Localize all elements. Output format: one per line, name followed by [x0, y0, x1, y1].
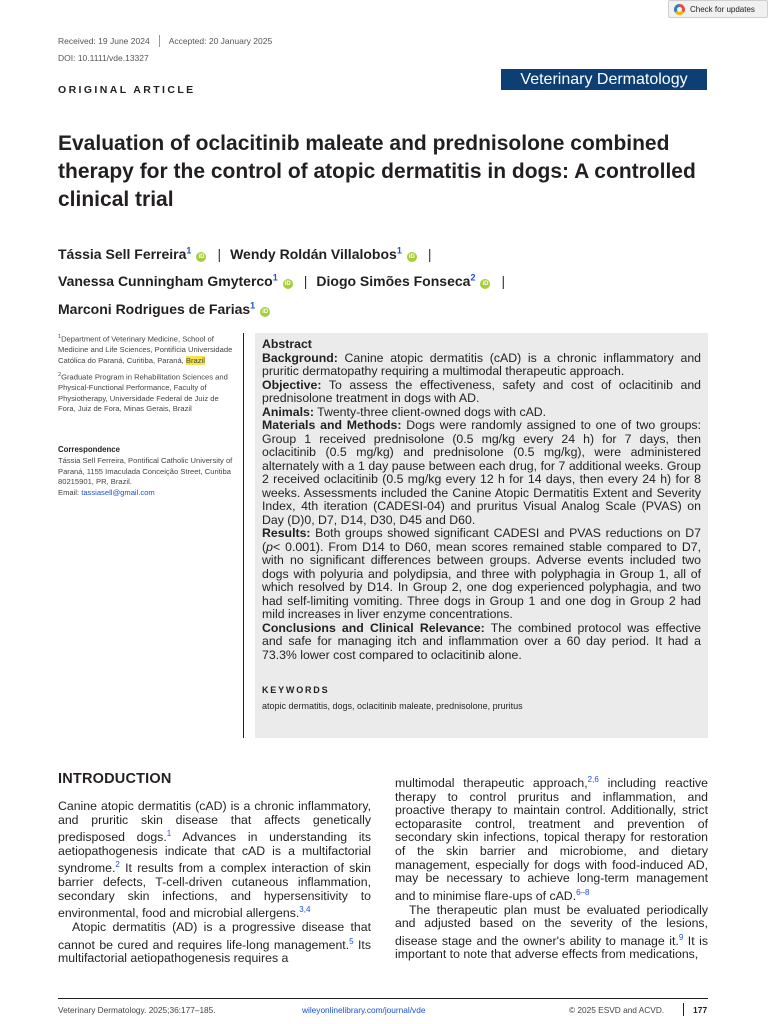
- keywords: atopic dermatitis, dogs, oclacitinib maleate, prednisolone, pruritus: [262, 700, 523, 711]
- correspondence-address: Tássia Sell Ferreira, Pontifical Catholic University of Paraná, 1155 Imaculada Conceição Street, Curitiba 80215901, PR, Brazil.: [58, 456, 233, 486]
- author-3[interactable]: Vanessa Cunningham Gmyterco$^1$iD: [58, 272, 291, 290]
- author-4[interactable]: Diogo Simões Fonseca$^2$iD: [316, 272, 489, 290]
- author-separator: |: [217, 245, 222, 262]
- author-1[interactable]: Tássia Sell Ferreira$^1$iD: [58, 245, 205, 262]
- check-for-updates-button[interactable]: [668, 0, 768, 18]
- abstract-animals: Animals: Twenty-three client-owned dogs with cAD.: [262, 404, 547, 419]
- doi[interactable]: DOI: 10.1111/vde.13327: [58, 53, 149, 63]
- check-for-updates-label: Check for updates: [690, 4, 755, 14]
- correspondence: Tássia Sell Ferreira, Pontifical Catholic University of Paraná, 1155 Imaculada Conceição Street, Curitiba 80215901, PR, Brazil. Email: tassiasell@gmail.com: [58, 456, 233, 497]
- crossmark-icon: [674, 4, 685, 15]
- article-dates: [58, 35, 272, 47]
- intro-paragraph-1: Canine atopic dermatitis (cAD) is a chronic inflammatory, and pruritic skin disease that affects genetically predisposed dogs.$^1$ Advances in understanding its aetiopathogenesis indicate that cAD is a multifactorial syndrome.$^2$ It results from a complex interaction of skin barrier defects, T-cell-driven cutaneous inflammation, secondary skin infections, and hypersensitivity to environmental, food and microbial allergens.$^{3,4}$: [58, 799, 371, 921]
- orcid-icon[interactable]: iD: [198, 253, 205, 260]
- author-2[interactable]: Wendy Roldán Villalobos$^1$iD: [230, 245, 415, 262]
- introduction-heading: INTRODUCTION: [58, 771, 172, 787]
- abstract-box: [255, 333, 708, 738]
- footer-citation: Veterinary Dermatology. 2025;36:177–185.: [58, 1005, 216, 1015]
- author-separator: |: [427, 245, 432, 262]
- citation-ref[interactable]: 9: [678, 932, 684, 942]
- journal-name: Veterinary Dermatology: [501, 69, 707, 90]
- abstract-results: Results: Both groups showed significant CADESI and PVAS reductions on D7 (p< 0.001). From D14 to D60, mean scores remained stable compared to D7, with no significant differences between groups. Adverse events included two dogs with polyuria and polydipsia, and three with polyphagia in Group 1, all of which resolved by D14. In Group 2, one dog experienced polyphagia, and two had self-limiting vomiting. Three dogs in Group 1 and one dog in Group 2 had mild increases in liver enzyme concentrations.: [262, 526, 701, 621]
- footer-copyright: © 2025 ESVD and ACVD.: [569, 1005, 665, 1015]
- orcid-icon[interactable]: iD: [482, 281, 489, 288]
- affiliations: [58, 332, 238, 419]
- affiliation-1: $^1$Department of Veterinary Medicine, School of Medicine and Life Sciences, Pontifícia Universidade Católica do Paraná, Curitiba, Paraná, Brazil: [58, 334, 233, 365]
- citation-ref[interactable]: 2: [115, 860, 120, 870]
- citation-ref[interactable]: 6–8: [576, 887, 590, 897]
- author-list: [58, 238, 708, 321]
- page-number: 177: [693, 1005, 708, 1015]
- body-column-right: [395, 773, 708, 962]
- citation-ref[interactable]: 2,6: [587, 775, 599, 784]
- highlighted-country: Brazil: [185, 355, 205, 365]
- abstract-objective: Objective: To assess the effectiveness, safety and cost of oclacitinib and prednisolone treatment in dogs with AD.: [262, 377, 701, 405]
- author-affiliation-ref[interactable]: 1: [396, 245, 402, 255]
- intro-paragraph-2: Atopic dermatitis (AD) is a progressive disease that cannot be cured and requires life-long management.$^5$ Its multifactorial aetiopathogenesis requires a: [58, 920, 371, 966]
- article-title: Evaluation of oclacitinib maleate and prednisolone combined therapy for the control of atopic dermatitis in dogs: A controlled clinical trial: [58, 132, 696, 211]
- citation-ref[interactable]: 1: [166, 829, 172, 839]
- abstract-background: Background: Canine atopic dermatitis (cAD) is a chronic inflammatory and pruritic dermatopathy requiring a multimodal therapeutic approach.: [262, 350, 701, 378]
- abstract-methods: Materials and Methods: Dogs were randomly assigned to one of two groups: Group 1 received prednisolone (0.5 mg/kg every 24 h) for 7 days, then oclacitinib (0.5 mg/kg) and prednisolone (0.5 mg/kg), were administered alternately with a 1 day pause between each drug, for 7 additional weeks. Group 2 received oclacitinib (0.5 mg/kg every 12 h for 14 days, then every 24 h) for 8 weeks. Assessments included the Canine Atopic Dermatitis Extent and Severity Index, 4th iteration (CADESI-04) and pruritus Visual Analog Scale (PVAS) on Day (D)0, D7, D14, D30, D45 and D60.: [262, 418, 702, 527]
- author-affiliation-ref[interactable]: 1: [250, 300, 256, 311]
- author-separator: |: [501, 273, 506, 290]
- affiliation-2: $^2$Graduate Program in Rehabilitation Sciences and Physical-Functional Performance, Faculty of Physiotherapy, Universidade Federal de Juiz de Fora, Juiz de Fora, Minas Gerais, Brazil: [58, 372, 228, 414]
- citation-ref[interactable]: 5: [349, 936, 354, 946]
- citation-ref[interactable]: 3,4: [299, 905, 311, 915]
- column-divider: [243, 333, 244, 738]
- author-separator: |: [303, 273, 308, 290]
- orcid-icon[interactable]: iD: [408, 253, 415, 260]
- received-date: Received: 19 June 2024: [58, 36, 150, 46]
- abstract-heading: Abstract: [262, 337, 312, 351]
- author-5[interactable]: Marconi Rodrigues de Farias$^1$iD: [58, 300, 269, 317]
- orcid-icon[interactable]: iD: [262, 308, 269, 315]
- author-affiliation-ref[interactable]: 1: [272, 272, 278, 283]
- email-link[interactable]: tassiasell@gmail.com: [81, 487, 155, 497]
- footer-page-divider: [683, 1003, 684, 1016]
- keywords-heading: KEYWORDS: [262, 685, 330, 695]
- accepted-date: Accepted: 20 January 2025: [168, 36, 273, 46]
- orcid-icon[interactable]: iD: [284, 281, 291, 288]
- footer-journal-link[interactable]: wileyonlinelibrary.com/journal/vde: [302, 1005, 426, 1015]
- correspondence-heading: Correspondence: [58, 445, 120, 454]
- intro-paragraph-3: The therapeutic plan must be evaluated periodically and adjusted based on the severity of the lesions, disease stage and the owner's ability to manage it.$^9$ It is important to note that adverse effects from medications,: [395, 902, 708, 962]
- footer-rule: [58, 998, 708, 999]
- author-affiliation-ref[interactable]: 2: [470, 272, 476, 283]
- article-type: ORIGINAL ARTICLE: [58, 84, 196, 96]
- author-affiliation-ref[interactable]: 1: [186, 245, 192, 255]
- intro-paragraph-2-cont: multimodal therapeutic approach,$^{2,6}$ including reactive therapy to control pruritus and inflammation, and proactive therapy to maintain control. Additionally, strict ectoparasite control, treatment and prevention of secondary skin infections, topical therapy for restoration of the skin barrier and microbiome, and dietary management, especially for dogs with food-induced AD, may be necessary to achieve long-term management and to minimise flare-ups of cAD.$^{6-8}$: [395, 775, 708, 903]
- body-column-left: [58, 800, 371, 966]
- abstract-conclusions: Conclusions and Clinical Relevance: The combined protocol was effective and safe for managing itch and inflammation over a 60 day period. It had a 73.3% lower cost compared to oclacitinib alone.: [262, 620, 701, 662]
- date-separator: [159, 35, 160, 47]
